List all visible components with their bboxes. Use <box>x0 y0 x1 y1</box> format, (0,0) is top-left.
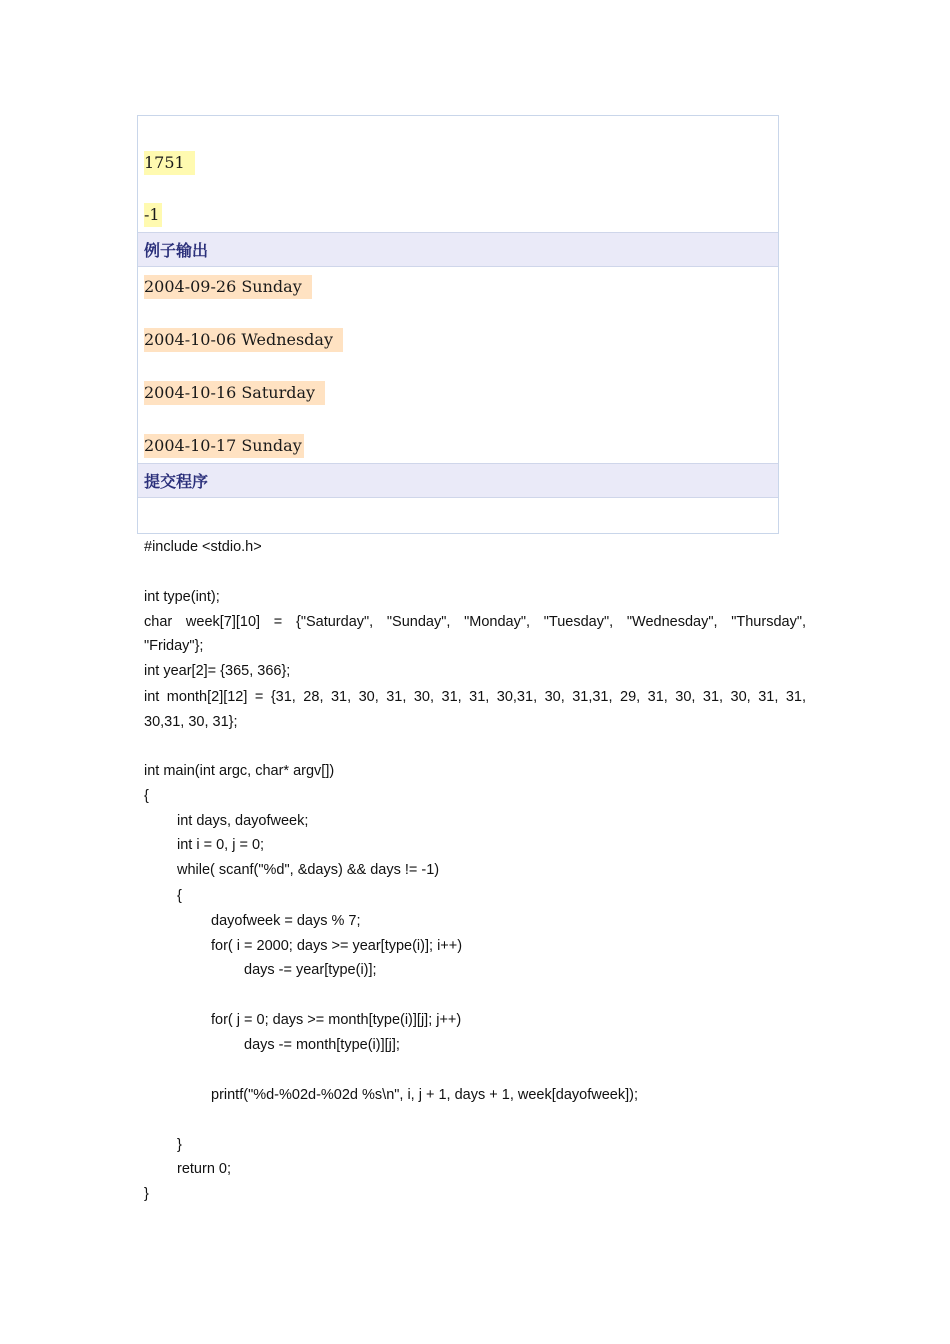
code-line: days -= year[type(i)]; <box>244 962 377 978</box>
code-line: dayofweek = days % 7; <box>211 913 361 929</box>
code-line: int i = 0, j = 0; <box>177 837 265 853</box>
code-line: int main(int argc, char* argv[]) <box>144 763 335 779</box>
submit-program-header: 提交程序 <box>138 463 778 498</box>
code-line: int year[2]= {365, 366}; <box>144 663 291 679</box>
code-line: { <box>177 888 182 904</box>
code-line: while( scanf("%d", &days) && days != -1) <box>177 862 440 878</box>
code-line: int days, dayofweek; <box>177 813 309 829</box>
code-line: int month[2][12] = {31, 28, 31, 30, 31, 30, 31, 31, 30,31, 30, 31,31, 29, 31, 30, 31, 30, 31, 31, <box>144 689 806 705</box>
sample-input-line: -1 <box>144 203 162 227</box>
problem-panel <box>137 115 779 534</box>
sample-output-line: 2004-09-26 Sunday <box>144 275 312 299</box>
code-line: printf("%d-%02d-%02d %s\n", i, j + 1, days + 1, week[dayofweek]); <box>211 1087 638 1103</box>
code-line: for( j = 0; days >= month[type(i)][j]; j++) <box>211 1012 462 1028</box>
code-line: } <box>177 1137 182 1153</box>
sample-input-line: 1751 <box>144 151 195 175</box>
code-line: days -= month[type(i)][j]; <box>244 1037 400 1053</box>
sample-output-line: 2004-10-16 Saturday <box>144 381 325 405</box>
code-line: "Friday"}; <box>144 638 204 654</box>
code-line: #include <stdio.h> <box>144 539 262 555</box>
code-line: for( i = 2000; days >= year[type(i)]; i++) <box>211 938 463 954</box>
sample-output-header: 例子输出 <box>138 232 778 267</box>
sample-output-line: 2004-10-17 Sunday <box>144 434 304 458</box>
code-line: } <box>144 1186 149 1202</box>
code-line: char week[7][10] = {"Saturday", "Sunday", "Monday", "Tuesday", "Wednesday", "Thursday", <box>144 614 806 630</box>
code-line: return 0; <box>177 1161 231 1177</box>
code-line: 30,31, 30, 31}; <box>144 714 238 730</box>
code-line: int type(int); <box>144 589 220 605</box>
code-line: { <box>144 788 149 804</box>
sample-output-line: 2004-10-06 Wednesday <box>144 328 343 352</box>
